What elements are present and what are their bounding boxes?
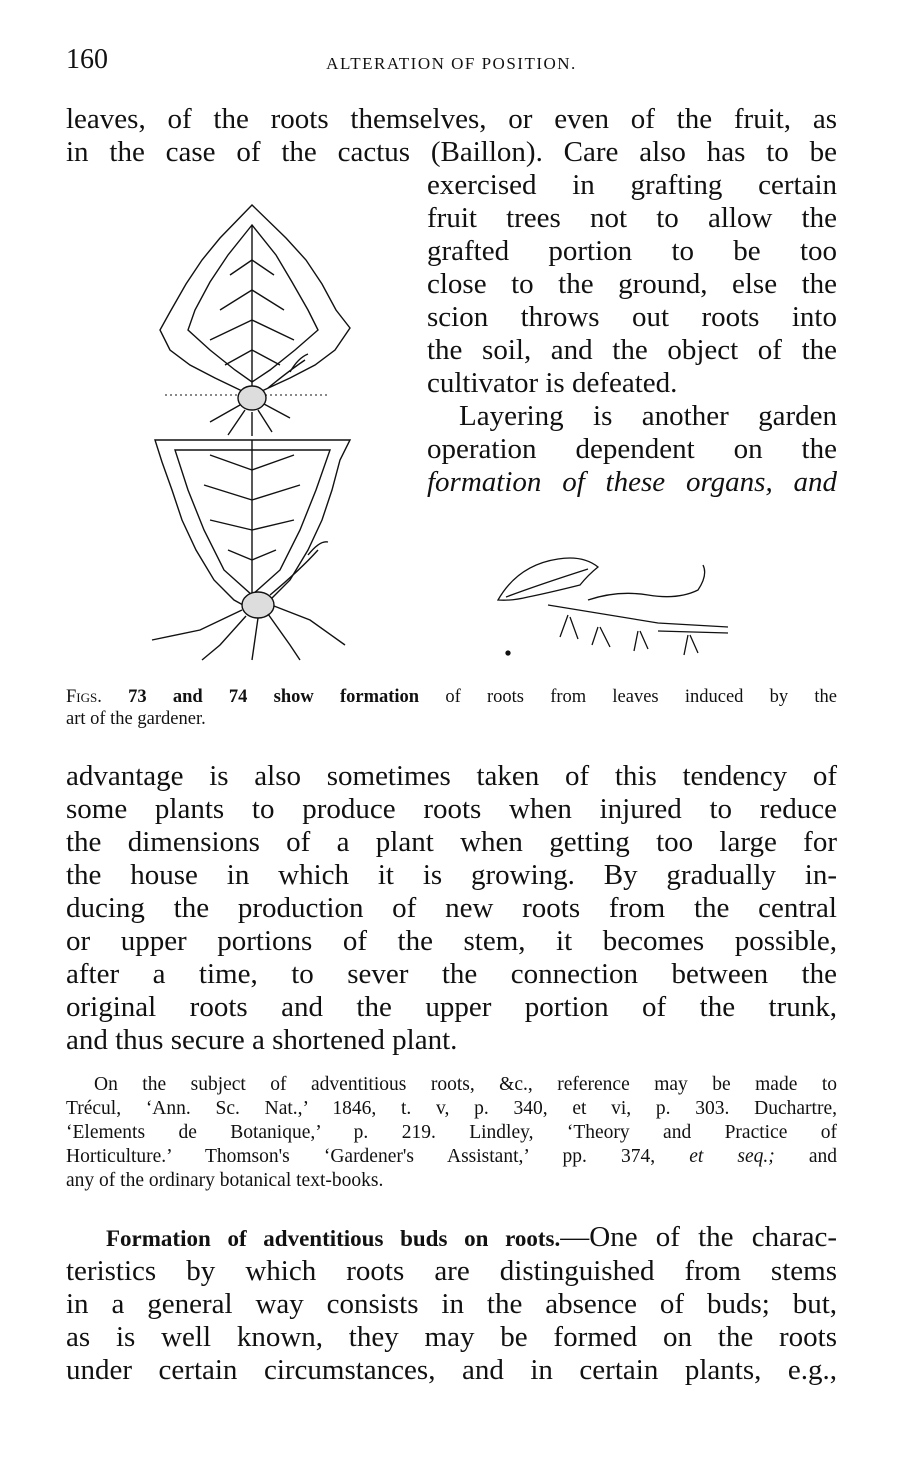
section-heading: Formation of adventitious buds on roots.: [106, 1226, 561, 1251]
text-line: close to the ground, else the: [427, 268, 837, 300]
caption-label: Figs.: [66, 687, 102, 707]
section-first-line-text: —One of the charac-: [560, 1221, 838, 1253]
text-line: teristics by which roots are distinguished from stems: [66, 1255, 837, 1287]
right-column-text: [427, 169, 837, 499]
text-line: advantage is also sometimes taken of this tendency of: [66, 760, 837, 792]
text-line: the dimensions of a plant when getting too large for: [66, 826, 837, 858]
leaf-rooting-figure: [140, 200, 365, 670]
text-line-italic: formation of these organs, and: [427, 466, 837, 498]
text-line: operation dependent on the: [427, 433, 837, 465]
page-number: 160: [66, 44, 108, 75]
stem: [548, 605, 728, 633]
note-line: ‘Elements de Botanique,’ p. 219. Lindley, ‘Theory and Practice of: [66, 1122, 837, 1143]
text-line: Layering is another garden: [459, 400, 837, 432]
running-title: ALTERATION OF POSITION.: [326, 54, 577, 73]
main-paragraph: [66, 760, 837, 1057]
text-line: some plants to produce roots when injured to reduce: [66, 793, 837, 825]
reference-note: [66, 1073, 837, 1193]
text-line: exercised in grafting certain: [427, 169, 837, 201]
text-line: leaves, of the roots themselves, or even of the fruit, as: [66, 103, 837, 135]
text-line: fruit trees not to allow the: [427, 202, 837, 234]
figure-caption: [66, 686, 837, 730]
text-line: ducing the production of new roots from the central: [66, 892, 837, 924]
text-line: and thus secure a shortened plant.: [66, 1024, 458, 1056]
text-line: in a general way consists in the absence of buds; but,: [66, 1288, 837, 1320]
top-paragraph: [66, 103, 837, 169]
text-line: grafted portion to be too: [427, 235, 837, 267]
upper-leaf-outline: [160, 205, 350, 396]
text-line: after a time, to sever the connection between the: [66, 958, 837, 990]
text-line: under certain circumstances, and in certain plants, e.g.,: [66, 1354, 837, 1386]
text-line: cultivator is defeated.: [427, 367, 678, 399]
upper-leaf-inner: [188, 225, 318, 382]
note-line: On the subject of adventitious roots, &c., reference may be made to: [94, 1074, 837, 1095]
text-line: scion throws out roots into: [427, 301, 837, 333]
text-line: the house in which it is growing. By gradually in-: [66, 859, 837, 891]
caption-text: of roots from leaves induced by the: [445, 687, 837, 707]
section-first-line: [66, 1221, 837, 1255]
caption-bold-text: 73 and 74 show formation: [128, 687, 420, 707]
layered-shoot-figure: [488, 545, 743, 665]
note-line: any of the ordinary botanical text-books.: [66, 1170, 384, 1191]
note-line: Trécul, ‘Ann. Sc. Nat.,’ 1846, t. v, p. 340, et vi, p. 303. Duchartre,: [66, 1098, 837, 1119]
text-line: original roots and the upper portion of the trunk,: [66, 991, 837, 1023]
note-line: Horticulture.’ Thomson's ‘Gardener's Assistant,’ pp. 374, et seq.; and: [66, 1146, 838, 1167]
running-head: [66, 44, 837, 80]
text-line: in the case of the cactus (Baillon). Care also has to be: [66, 136, 837, 168]
text-line: or upper portions of the stem, it becomes possible,: [66, 925, 837, 957]
text-line: the soil, and the object of the: [427, 334, 837, 366]
caption-line-2: art of the gardener.: [66, 709, 206, 729]
buds-section: [66, 1221, 837, 1387]
text-line: as is well known, they may be formed on the roots: [66, 1321, 837, 1353]
